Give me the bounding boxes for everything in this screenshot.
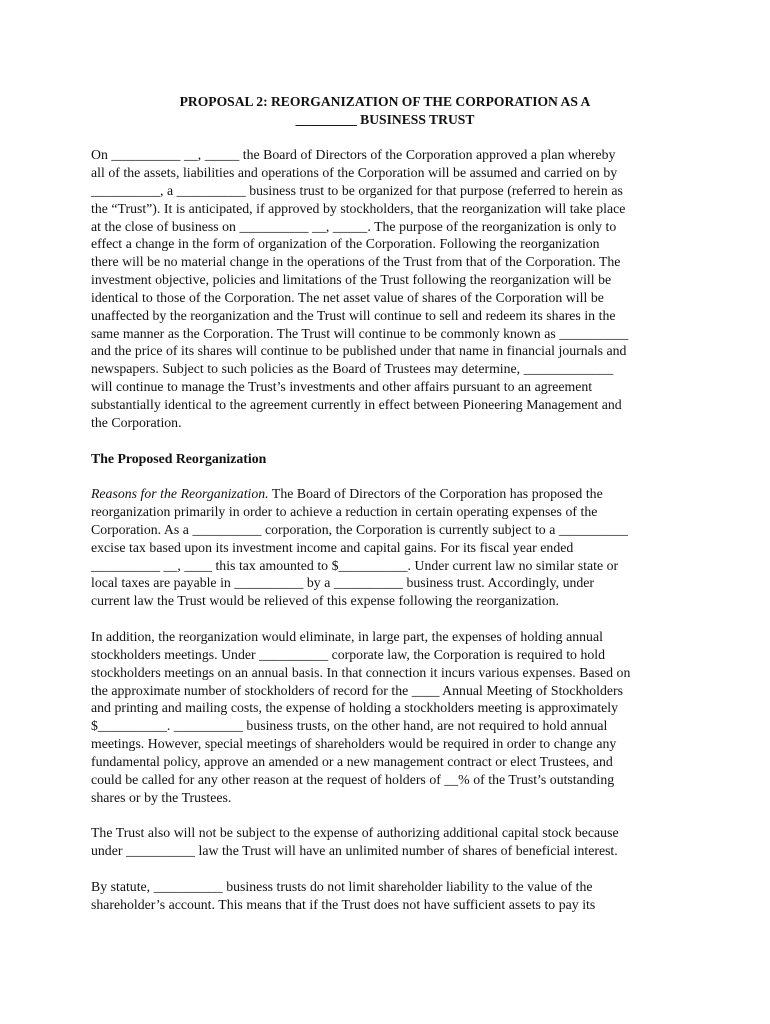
text-line: all of the assets, liabilities and operations of the Corporation will be assumed and carried on by: [91, 165, 618, 181]
text-line: at the close of business on __________ __, _____. The purpose of the reorganization is only to: [91, 218, 617, 234]
text-line: stockholders meetings on an annual basis. In that connection it incurs various expenses. Based on: [91, 664, 631, 680]
text-line: newspapers. Subject to such policies as the Board of Trustees may determine, _____________: [91, 361, 614, 377]
text-line: By statute, __________ business trusts do not limit shareholder liability to the value of the: [91, 878, 593, 894]
reasons-first-line: The Board of Directors of the Corporation has proposed the: [268, 486, 603, 502]
text-line: the approximate number of stockholders of record for the ____ Annual Meeting of Stockholders: [91, 682, 623, 698]
text-line: In addition, the reorganization would eliminate, in large part, the expenses of holding annual: [91, 628, 603, 644]
text-line: __________, a __________ business trust to be organized for that purpose (referred to herein as: [91, 182, 623, 198]
text-line: same manner as the Corporation. The Trust will continue to be commonly known as __________: [91, 325, 629, 341]
section-heading: The Proposed Reorganization: [91, 450, 267, 466]
text-line: investment objective, policies and limitations of the Trust following the reorganization will be: [91, 272, 612, 288]
paragraph-meetings: [91, 628, 679, 806]
text-line: shareholder’s account. This means that if the Trust does not have sufficient assets to pay its: [91, 896, 596, 912]
text-line: effect a change in the form of organization of the Corporation. Following the reorganization: [91, 236, 600, 252]
text-line: there will be no material change in the operations of the Trust from that of the Corporation. The: [91, 254, 621, 270]
text-line: could be called for any other reason at the request of holders of __% of the Trust’s outstanding: [91, 771, 615, 787]
paragraph-plan-overview: [91, 146, 679, 432]
paragraph-reasons: [91, 485, 679, 610]
text-line: __________ __, ____ this tax amounted to $__________. Under current law no similar state or: [91, 557, 619, 573]
paragraph-liability: [91, 878, 679, 914]
text-line: under __________ law the Trust will have an unlimited number of shares of beneficial interest.: [91, 843, 618, 859]
text-line: unaffected by the reorganization and the Trust will continue to sell and redeem its shares in the: [91, 307, 616, 323]
text-line: shares or by the Trustees.: [91, 789, 232, 805]
text-line: On __________ __, _____ the Board of Directors of the Corporation approved a plan whereby: [91, 147, 616, 163]
text-line: current law the Trust would be relieved of this expense following the reorganization.: [91, 593, 560, 609]
text-line: stockholders meetings. Under __________ corporate law, the Corporation is required to hold: [91, 646, 606, 662]
text-line: Corporation. As a __________ corporation, the Corporation is currently subject to a __________: [91, 521, 628, 537]
title-line-1: PROPOSAL 2: REORGANIZATION OF THE CORPORATION AS A: [179, 94, 591, 109]
page-title: [91, 93, 679, 128]
text-line: the Corporation.: [91, 414, 182, 430]
text-line: meetings. However, special meetings of shareholders would be required in order to change any: [91, 736, 617, 752]
reasons-lead: Reasons for the Reorganization.: [91, 486, 269, 502]
text-line: the “Trust”). It is anticipated, if approved by stockholders, that the reorganization will take place: [91, 200, 626, 216]
text-line: and the price of its shares will continue to be published under that name in financial journals and: [91, 343, 627, 359]
text-line: substantially identical to the agreement currently in effect between Pioneering Management and: [91, 397, 622, 412]
text-line: identical to those of the Corporation. The net asset value of shares of the Corporation will be: [91, 289, 604, 305]
text-line: excise tax based upon its investment income and capital gains. For its fiscal year ended: [91, 539, 574, 555]
text-line: will continue to manage the Trust’s investments and other affairs pursuant to an agreement: [91, 379, 593, 395]
text-line: reorganization primarily in order to achieve a reduction in certain operating expenses of the: [91, 504, 598, 520]
paragraph-capital-stock: [91, 824, 679, 860]
text-line: $__________. __________ business trusts, on the other hand, are not required to hold annual: [91, 718, 608, 734]
text-line: local taxes are payable in __________ by a __________ business trust. Accordingly, under: [91, 575, 595, 591]
title-line-2: _________ BUSINESS TRUST: [295, 111, 475, 127]
text-line: and printing and mailing costs, the expense of holding a stockholders meeting is approximately: [91, 700, 619, 716]
text-line: [91, 485, 679, 503]
text-line: fundamental policy, approve an amended or a new management contract or elect Trustees, and: [91, 753, 613, 769]
text-line: The Trust also will not be subject to the expense of authorizing additional capital stock because: [91, 825, 619, 841]
